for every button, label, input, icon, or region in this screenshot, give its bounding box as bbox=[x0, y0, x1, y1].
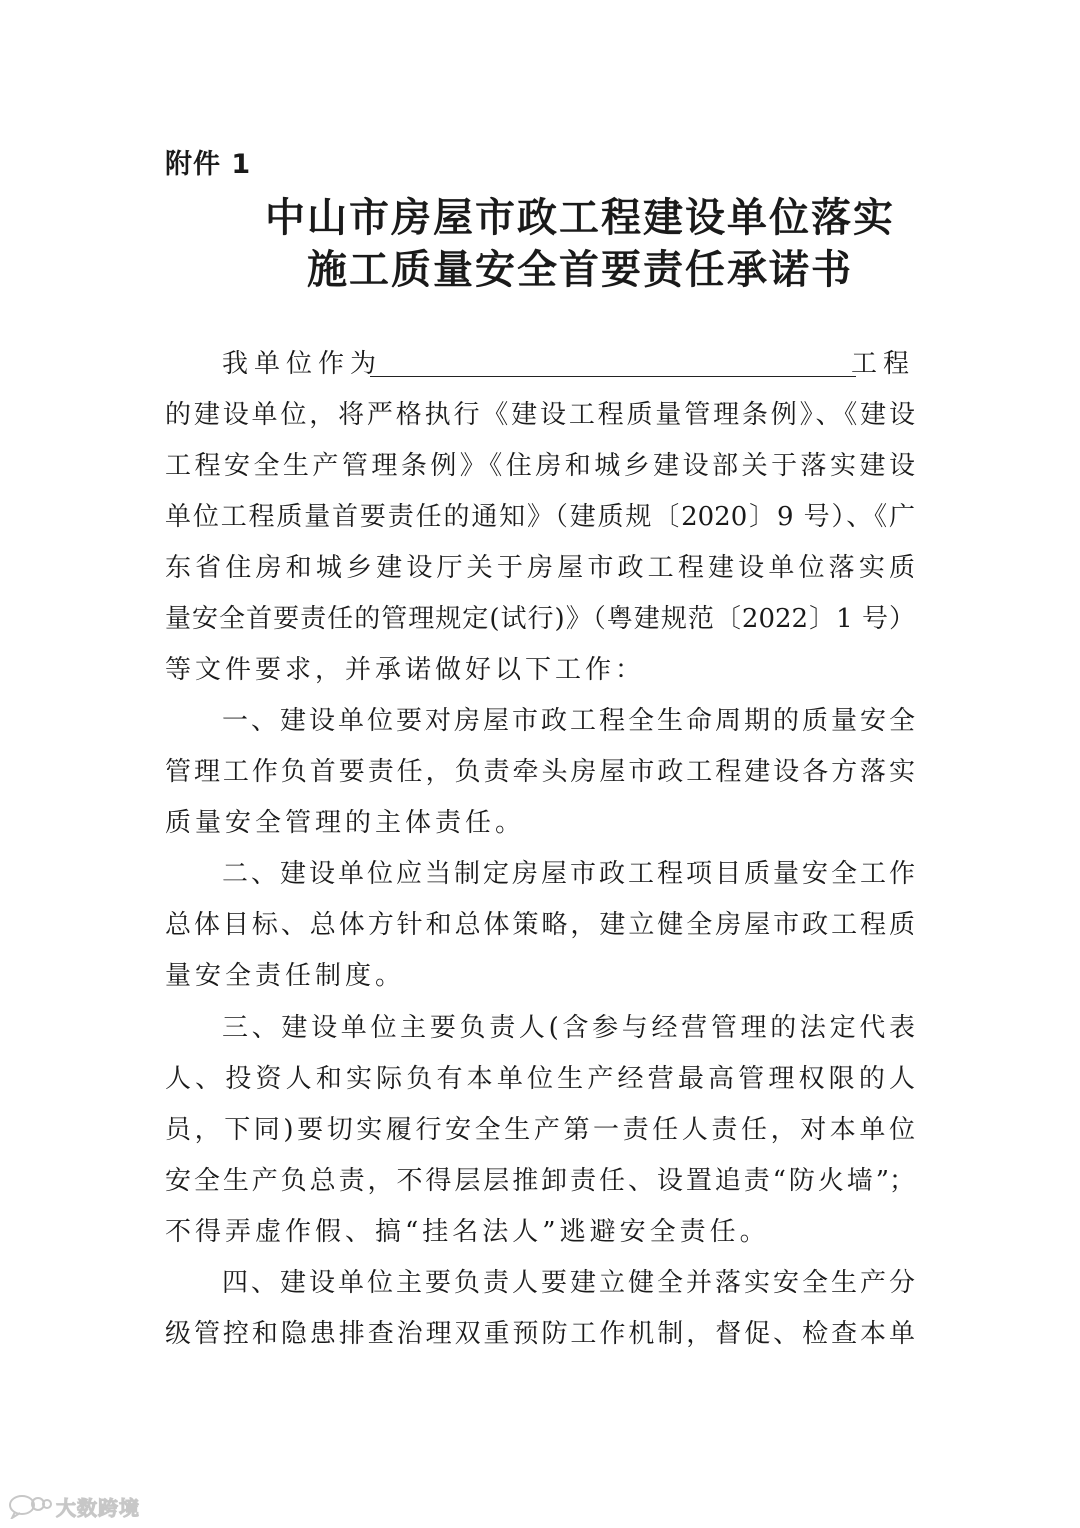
project-name-blank bbox=[370, 376, 856, 377]
chat-bubble-logo-icon bbox=[8, 1493, 52, 1519]
body-line: 人、投资人和实际负有本单位生产经营最高管理权限的人 bbox=[165, 1064, 915, 1094]
body-line: 量安全责任制度。 bbox=[165, 961, 406, 991]
body-line: 等文件要求，并承诺做好以下工作： bbox=[165, 655, 646, 685]
body-line: 东省住房和城乡建设厅关于房屋市政工程建设单位落实质 bbox=[165, 553, 915, 583]
body-line: 总体目标、总体方针和总体策略，建立健全房屋市政工程质 bbox=[165, 910, 915, 940]
watermark bbox=[8, 1492, 140, 1520]
body-line: 工程安全生产管理条例》《住房和城乡建设部关于落实建设 bbox=[165, 451, 915, 481]
body-line: 管理工作负首要责任，负责牵头房屋市政工程建设各方落实 bbox=[165, 757, 915, 787]
body-line: 量安全首要责任的管理规定(试行)》（粤建规范〔2022〕1 号） bbox=[165, 604, 915, 634]
body-line: 质量安全管理的主体责任。 bbox=[165, 808, 526, 838]
body-line: 二、建设单位应当制定房屋市政工程项目质量安全工作 bbox=[222, 859, 915, 889]
document-title-line-1: 中山市房屋市政工程建设单位落实 bbox=[265, 195, 895, 241]
body-line: 级管控和隐患排查治理双重预防工作机制，督促、检查本单 bbox=[165, 1319, 915, 1349]
body-line: 一、建设单位要对房屋市政工程全生命周期的质量安全 bbox=[222, 706, 915, 736]
body-line: 四、建设单位主要负责人要建立健全并落实安全生产分 bbox=[222, 1268, 915, 1298]
body-line: 的建设单位，将严格执行《建设工程质量管理条例》、《建设 bbox=[165, 400, 915, 430]
body-line: 员，下同)要切实履行安全生产第一责任人责任，对本单位 bbox=[165, 1115, 915, 1145]
opening-line bbox=[222, 346, 915, 382]
body-line: 安全生产负总责，不得层层推卸责任、设置追责“防火墙”； bbox=[165, 1166, 915, 1196]
watermark-text: 大数跨境 bbox=[56, 1495, 140, 1520]
attachment-label: 附件 1 bbox=[165, 149, 252, 180]
body-line: 三、建设单位主要负责人(含参与经营管理的法定代表 bbox=[222, 1013, 915, 1043]
body-line: 单位工程质量首要责任的通知》（建质规〔2020〕9 号）、《广 bbox=[165, 502, 915, 532]
document-title-line-2: 施工质量安全首要责任承诺书 bbox=[307, 247, 853, 293]
opening-prefix: 我单位作为 bbox=[222, 349, 383, 379]
body-line: 不得弄虚作假、搞“挂名法人”逃避安全责任。 bbox=[165, 1217, 770, 1247]
opening-suffix: 工程 bbox=[850, 349, 915, 379]
